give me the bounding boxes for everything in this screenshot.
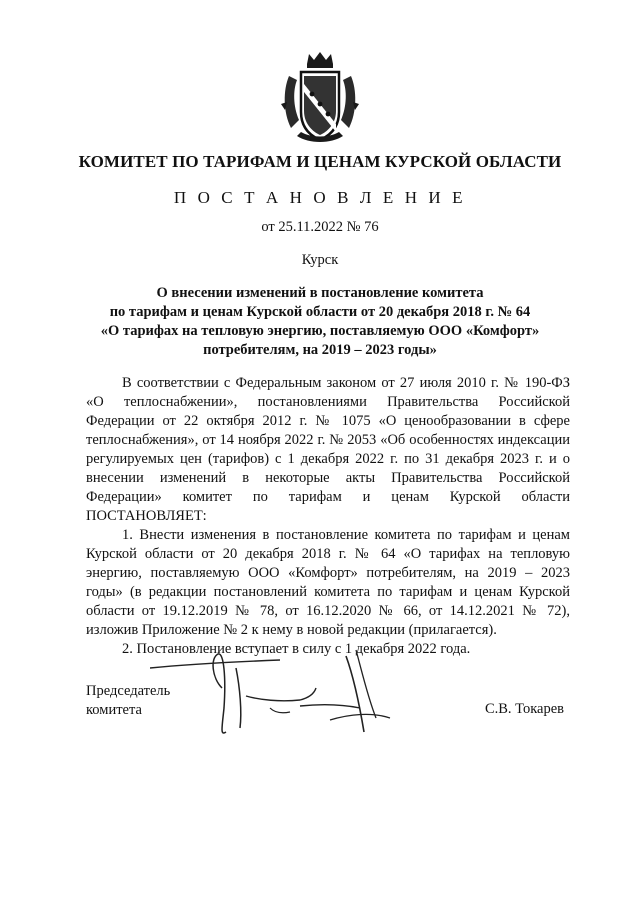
subject-line: О внесении изменений в постановление комитета [156,285,484,301]
document-body [86,374,570,659]
document-subject [70,284,570,360]
signatory-position-line: комитета [86,702,142,718]
body-paragraph-item-2: 2. Постановление вступает в силу с 1 декабря 2022 года. [122,641,471,657]
subject-line: потребителям, на 2019 – 2023 годы» [203,342,437,358]
coat-of-arms-icon [279,50,361,146]
handwritten-signature [150,648,410,740]
document-date-number: от 25.11.2022 № 76 [261,219,379,235]
document-type: П О С Т А Н О В Л Е Н И Е [173,188,467,207]
signatory-position-line: Председатель [86,683,171,699]
organization-title: КОМИТЕТ ПО ТАРИФАМ И ЦЕНАМ КУРСКОЙ ОБЛАСТИ [78,152,562,171]
body-paragraph-item-1: 1. Внести изменения в постановление комитета по тарифам и ценам Курской области от 20 декабря 2018 г. № 64 «О тарифах на тепловую энергию, поставляемую ООО «Комфорт» потребителям, на 2019 – 2023 годы» (в редакции постановлений комитета по тарифам и ценам Курской области от 19.12.2019 № 78, от 16.12.2020 № 66, от 14.12.2021 № 72), изложив Приложение № 2 к нему в новой редакции (прилагается). [86,527,570,638]
subject-line: по тарифам и ценам Курской области от 20 декабря 2018 г. № 64 [109,304,531,320]
document-city: Курск [301,252,339,268]
signatory-name: С.В. Токарев [484,701,564,717]
subject-line: «О тарифах на тепловую энергию, поставляемую ООО «Комфорт» [100,323,540,339]
body-paragraph-preamble: В соответствии с Федеральным законом от 27 июля 2010 г. № 190-ФЗ «О теплоснабжении», постановлениями Правительства Российской Федерации от 22 октября 2012 г. № 1075 «О ценообразовании в сфере теплоснабжения», от 14 ноября 2022 г. № 2053 «Об особенностях индексации регулируемых цен (тарифов) с 1 декабря 2022 г. по 31 декабря 2023 г. и о внесении изменений в некоторые акты Правительства Российской Федерации» комитет по тарифам и ценам Курской области ПОСТАНОВЛЯЕТ: [86,375,570,524]
